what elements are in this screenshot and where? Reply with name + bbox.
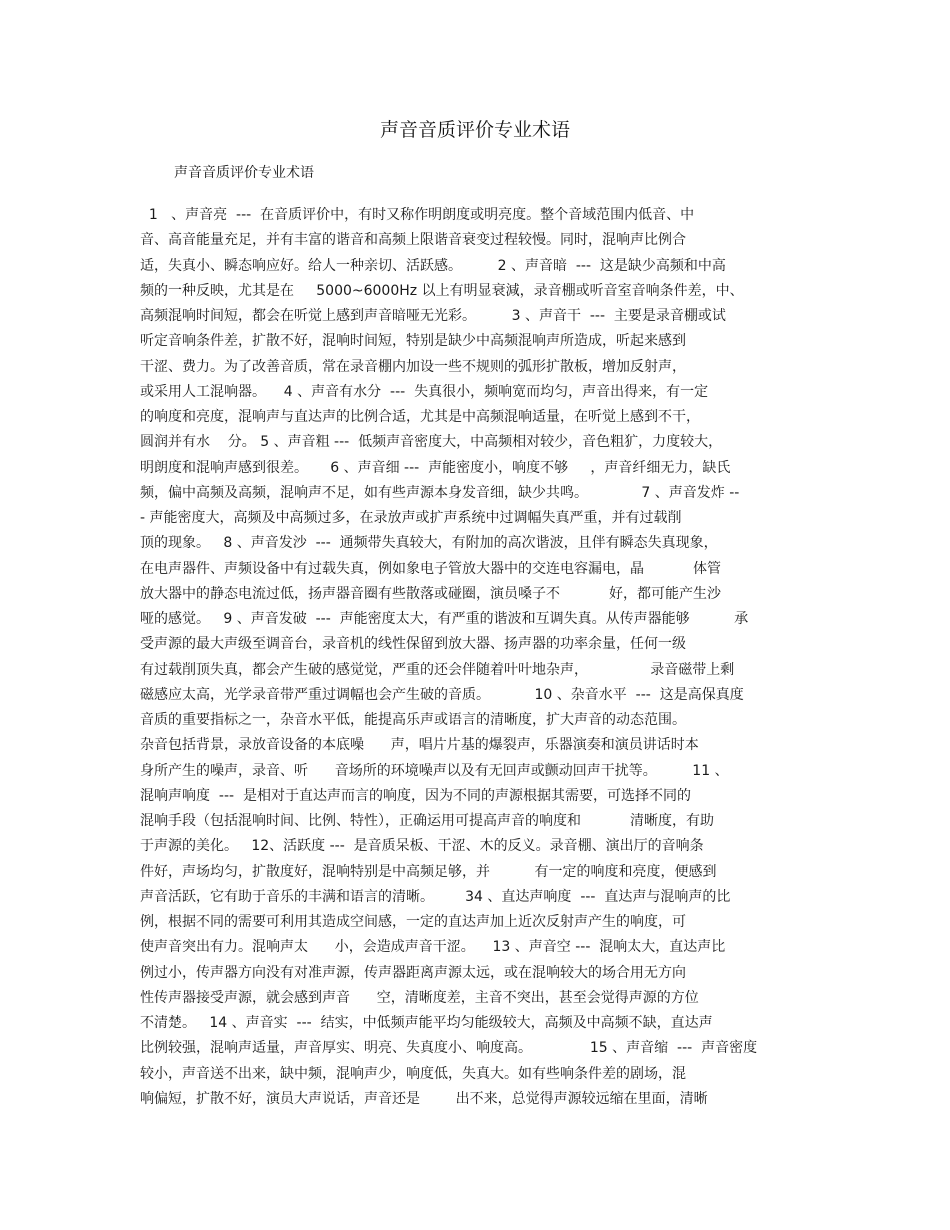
body-text-line: 不清楚。 14 、声音实 --- 结实，中低频声能平均匀能级较大，高频及中高频不缺，直达声 [140, 1015, 713, 1031]
body-text-line: 听定音响条件差，扩散不好，混响时间短，特别是缺少中高频混响声所造成，听起来感到 [140, 333, 686, 350]
body-text-line: 较小，声音送不出来，缺中频，混响声少，响度低，失真大。如有些响条件差的剧场，混 [140, 1065, 686, 1082]
body-text-line: 频，偏中高频及高频，混响声不足，如有些声源本身发音细，缺少共鸣。 7 、声音发炸 -- [140, 484, 740, 501]
body-text-line: 高频混响时间短，都会在听觉上感到声音暗哑无光彩。 3 、声音干 --- 主要是录音棚或试 [140, 308, 726, 324]
body-text-line: 在电声器件、声频设备中有过载失真，例如象电子管放大器中的交连电容漏电，晶 体管 [140, 560, 721, 577]
body-text-line: 圆润并有水 分。 5 、声音粗 --- 低频声音密度大，中高频相对较少，音色粗犷，力度较大， [140, 434, 723, 451]
body-text-line: 性传声器接受声源，就会感到声音 空，清晰度差，主音不突出，甚至会觉得声源的方位 [140, 989, 699, 1006]
body-text-line: 的响度和亮度，混响声与直达声的比例合适，尤其是中高频混响适量，在听觉上感到不干， [140, 409, 700, 425]
body-text-line: 使声音突出有力。混响声太 小，会造成声音干涩。 13 、声音空 --- 混响太大，直达声比 [140, 939, 726, 956]
body-text-line: 有过载削顶失真，都会产生破的感觉觉，严重的还会伴随着叶叶地杂声， 录音磁带上剩 [140, 661, 735, 678]
body-text-line: 或采用人工混响器。 4 、声音有水分 --- 失真很小，频响宽而均匀，声音出得来，有一定 [140, 383, 709, 400]
body-text-line: 1 、声音亮 --- 在音质评价中，有时又称作明朗度或明亮度。整个音域范围内低音、中 [140, 207, 695, 223]
body-text-line: 件好，声场均匀，扩散度好，混响特别是中高频足够，并 有一定的响度和亮度，便感到 [140, 863, 717, 880]
body-text-line: - 声能密度大，高频及中高频过多，在录放声或扩声系统中过调幅失真严重，并有过载削 [140, 510, 682, 526]
body-text-line: 混响声响度 --- 是相对于直达声而言的响度，因为不同的声源根据其需要，可选择不同的 [140, 787, 691, 804]
body-text-line: 于声源的美化。 12、活跃度 --- 是音质呆板、干涩、木的反义。录音棚、演出厅的音响条 [140, 838, 704, 855]
body-text-line: 干涩、费力。为了改善音质，常在录音棚内加设一些不规则的弧形扩散板，增加反射声， [140, 358, 686, 375]
body-text-line: 比例较强，混响声适量，声音厚实、明亮、失真度小、响度高。 15 、声音缩 --- 声音密度 [140, 1040, 758, 1057]
body-text-line: 身所产生的噪声，录音、听 音场所的环境噪声以及有无回声或颤动回声干扰等。 11 、 [140, 762, 729, 779]
body-text-line: 例过小，传声器方向没有对准声源，传声器距离声源太远，或在混响较大的场合用无方向 [140, 964, 686, 981]
body-text-line: 频的一种反映，尤其是在 5000~6000Hz 以上有明显衰減，录音棚或听音室音响条件差，中、 [140, 282, 744, 299]
body-text-line: 磁感应太高，光学录音带严重过调幅也会产生破的音质。 10 、杂音水平 --- 这是高保真度 [140, 686, 744, 703]
body-text-line: 明朗度和混响声感到很差。 6 、声音细 --- 声能密度小，响度不够 ，声音纤细无力，缺氏 [140, 459, 731, 476]
body-text-line: 音质的重要指标之一，杂音水平低，能提高乐声或语言的清晰度，扩大声音的动态范围。 [140, 712, 686, 728]
body-text-line: 声音活跃，它有助于音乐的丰满和语言的清晰。 34 、直达声响度 --- 直达声与混响声的比 [140, 888, 731, 905]
body-text-line: 放大器中的静态电流过低，扬声器音圈有些散落或碰圈，演员嗓子不 好，都可能产生沙 [140, 585, 721, 602]
body-text-line: 音、高音能量充足，并有丰富的谐音和高频上限谐音衰变过程较慢。同时，混响声比例合 [140, 232, 686, 249]
body-text-line: 哑的感觉。 9 、声音发破 --- 声能密度太大，有严重的谐波和互调失真。从传声器能够 承 [140, 611, 749, 627]
document-title: 声音音质评价专业术语 [379, 119, 570, 141]
body-text-line: 顶的现象。 8 、声音发沙 --- 通频带失真较大，有附加的高次谐波，且伴有瞬态失真现象， [140, 535, 718, 552]
body-text-line: 受声源的最大声级至调音台，录音机的线性保留到放大器、扬声器的功率余量，任何一级 [140, 636, 686, 653]
body-text-line: 适，失真小、瞬态响应好。给人一种亲切、活跃感。 2 、声音暗 --- 这是缺少高频和中高 [140, 257, 726, 274]
body-text-line: 响偏短，扩散不好，演员大声说话，声音还是 出不来，总觉得声源较远缩在里面，清晰 [140, 1090, 708, 1107]
body-text-line: 例，根据不同的需要可利用其造成空间感，一定的直达声加上近次反射声产生的响度，可 [140, 914, 686, 930]
document-subtitle: 声音音质评价专业术语 [174, 165, 314, 181]
body-text-line: 混响手段（包括混响时间、比例、特性），正确运用可提高声音的响度和 清晰度，有助 [140, 813, 714, 829]
body-text-line: 杂音包括背景，录放音设备的本底噪 声，唱片片基的爆裂声，乐器演奏和演员讲话时本 [140, 737, 699, 754]
